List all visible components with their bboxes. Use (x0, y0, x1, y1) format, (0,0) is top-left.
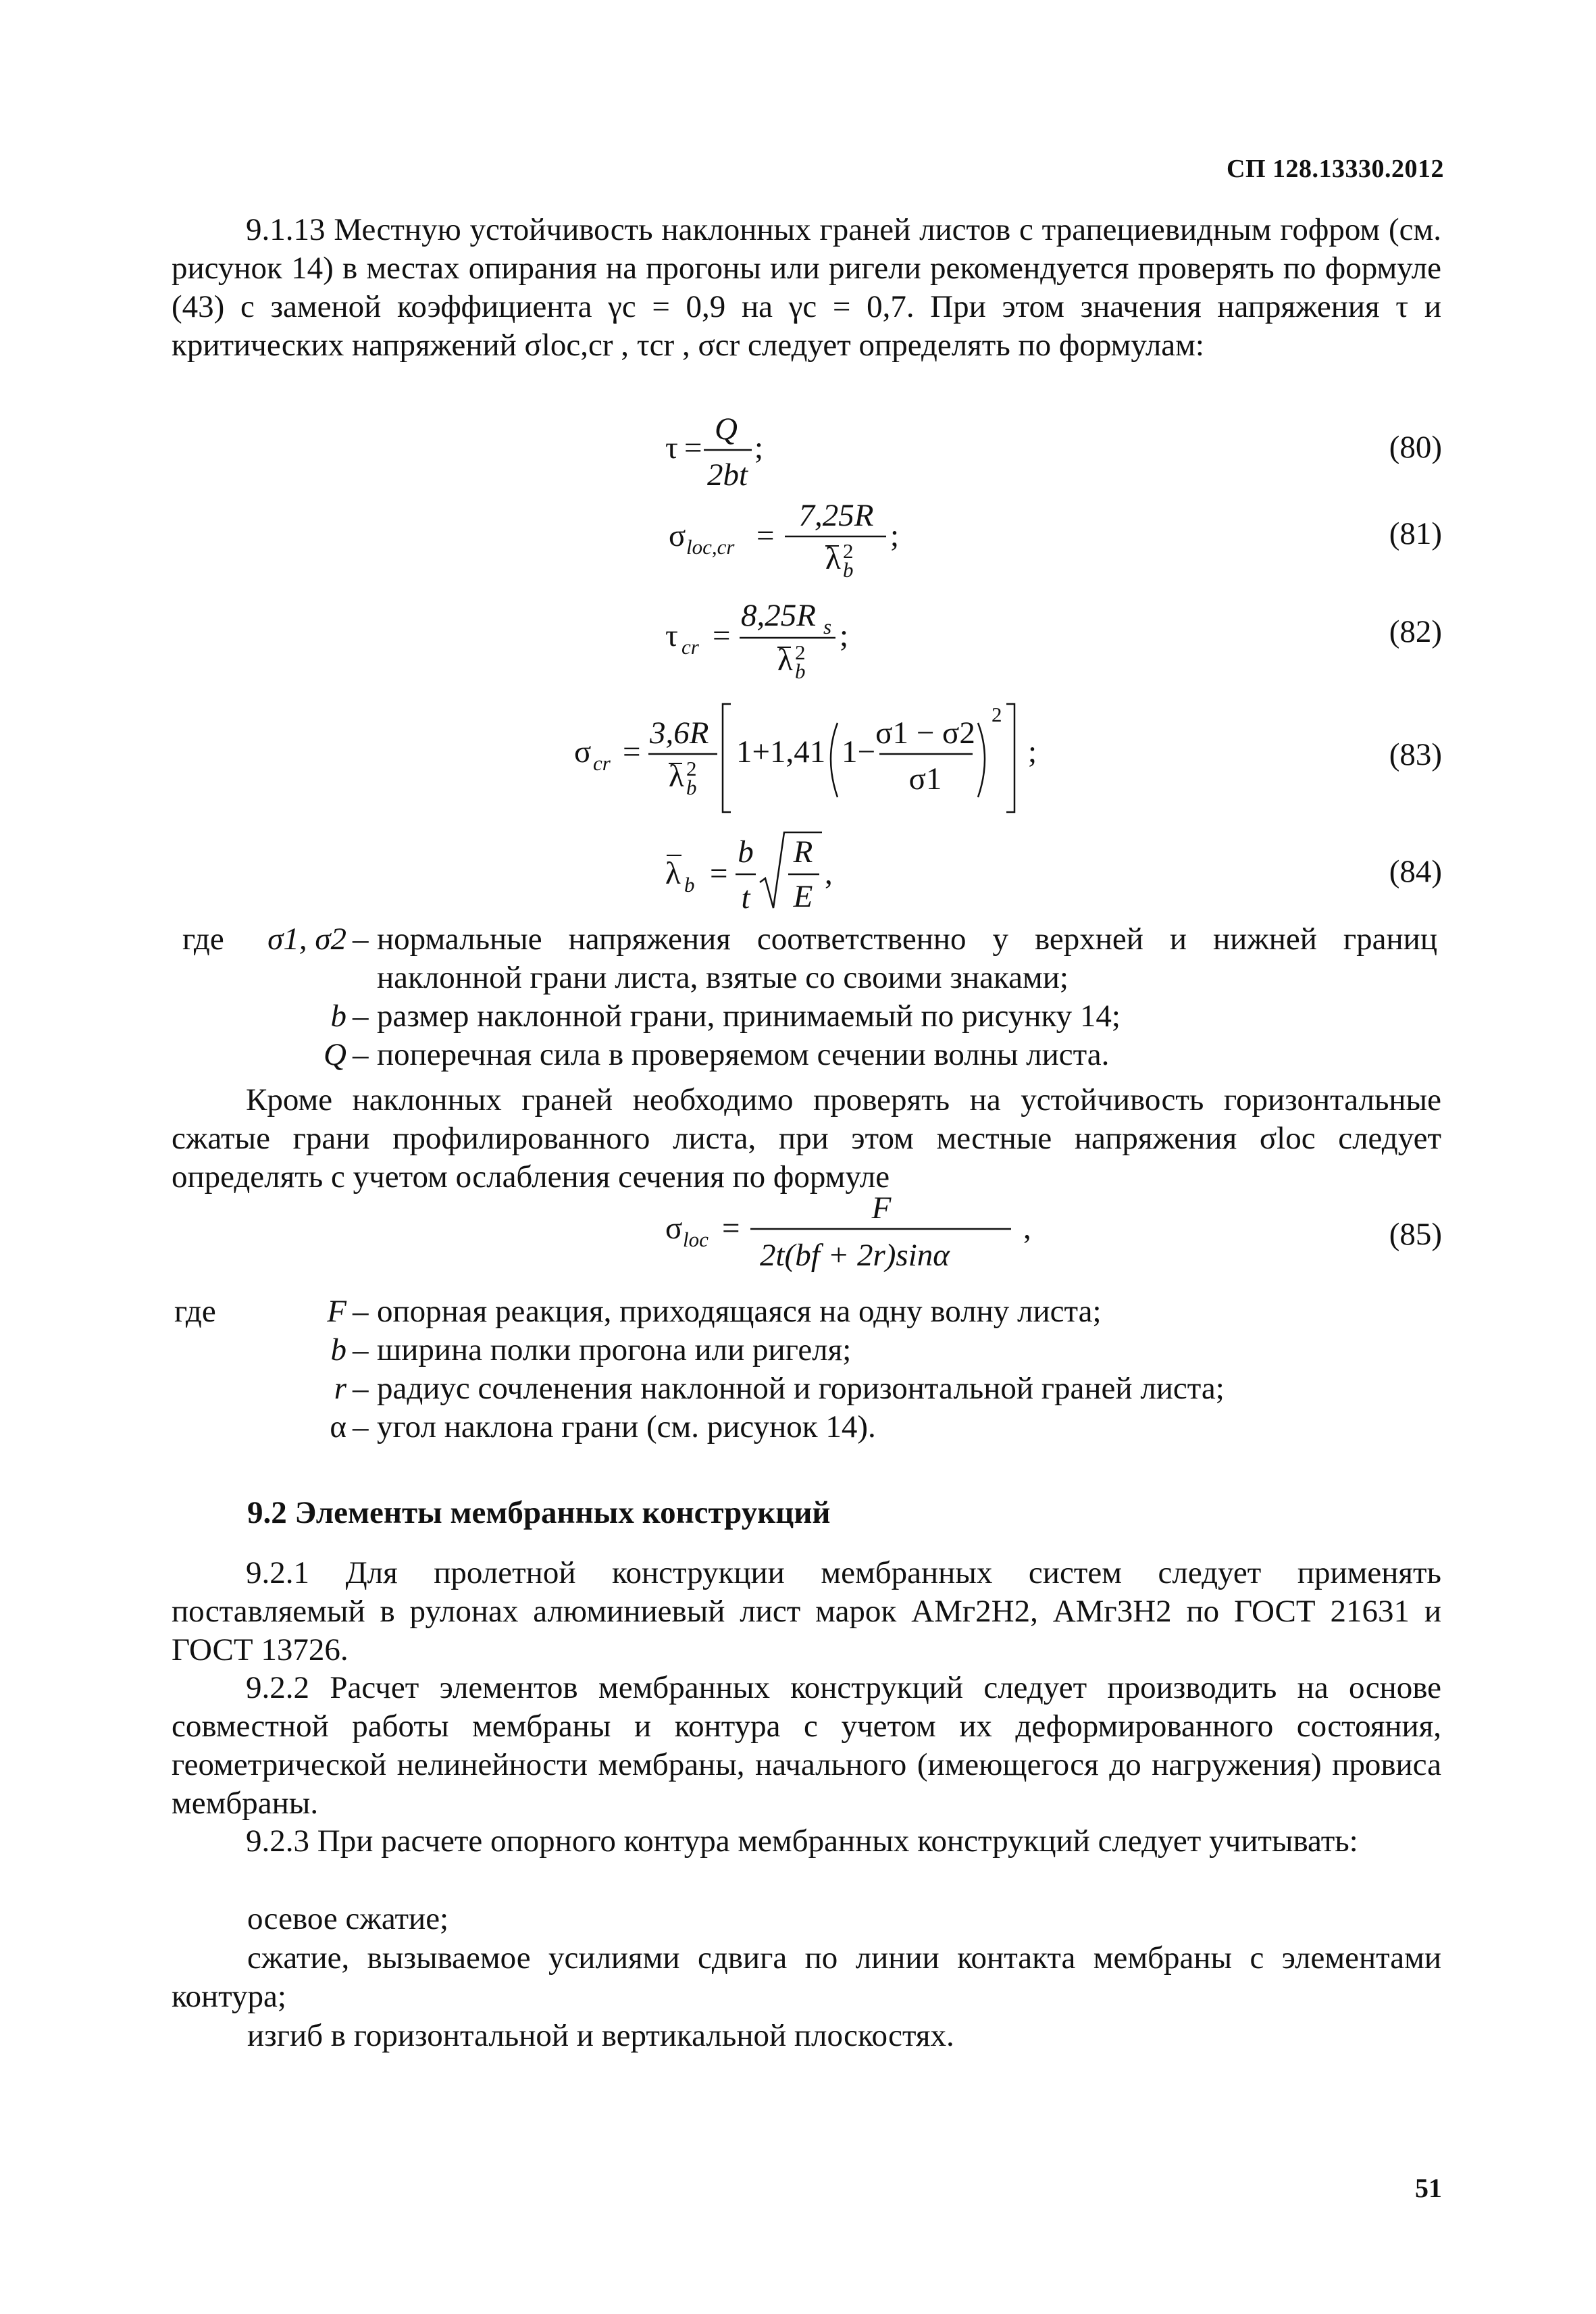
equation-number-84: (84) (1389, 854, 1442, 889)
eq83-left-bracket (723, 704, 731, 812)
eq82-den-sup: 2 (795, 640, 806, 664)
equation-number-80: (80) (1389, 430, 1442, 465)
equation-82 (665, 593, 935, 703)
eq82-num-sub: s (823, 615, 832, 638)
section-title-9-2: 9.2 Элементы мембранных конструкций (247, 1495, 831, 1530)
defs1-item-1-text-line1: нормальные напряжения соответственно у верхней и нижней границ (377, 922, 1437, 957)
paragraph-9-2-2: 9.2.2 Расчет элементов мембранных конструкций следует производить на основе совместной работы мембраны и контура с учетом их деформированного состояния, геометрической нелинейности мембраны, начального (имеющегося до нагружения) провиса мембраны. (172, 1670, 1441, 1821)
eq83-power: 2 (992, 703, 1002, 726)
eq83-equals: = (623, 734, 641, 770)
equation-number-81: (81) (1389, 516, 1442, 551)
eq81-lhs-sub: loc,cr (686, 535, 735, 559)
eq83-lhs: σ (574, 734, 592, 770)
eq82-den-sub: b (795, 659, 806, 683)
eq83-den-sup: 2 (686, 757, 697, 780)
eq82-end: ; (840, 618, 849, 653)
paragraph-9-1-13: 9.1.13 Местную устойчивость наклонных граней листов с трапециевидным гофром (см. рисунок 14) в местах опирания на прогоны или ригели рекомендуется проверять по формуле (43) с заменой коэффициента γc = 0,9 на γc = 0,7. При этом значения напряжения τ и критических напряжений σloc,cr , τcr , σcr следует определять по формулам: (172, 212, 1441, 363)
eq84-equals: = (710, 856, 728, 891)
defs2-item-3-text: радиус сочленения наклонной и горизонтальной граней листа; (377, 1371, 1225, 1406)
eq83-left-paren (831, 723, 838, 797)
list-item-3: изгиб в горизонтальной и вертикальной плоскостях. (247, 2018, 954, 2053)
eq84-root-numerator: R (793, 834, 813, 870)
eq83-den-lambda: λ (669, 759, 684, 794)
eq81-den-sub: b (843, 558, 854, 582)
eq81-den-lambda: λ (825, 541, 841, 576)
defs1-lead: где (182, 922, 224, 957)
eq82-lhs: τ (665, 618, 678, 653)
equation-85 (665, 1186, 1071, 1288)
paragraph-horizontal-faces: Кроме наклонных граней необходимо проверять на устойчивость горизонтальные сжатые грани профилированного листа, при этом местные напряжения σloc следует определять с учетом ослабления сечения по формуле (172, 1082, 1441, 1194)
equation-83 (574, 689, 1114, 832)
paragraph-9-2-3: 9.2.3 При расчете опорного контура мембранных конструкций следует учитывать: (246, 1823, 1358, 1859)
eq85-lhs-sub: loc (683, 1228, 709, 1251)
eq80-equals: = (684, 430, 702, 466)
equation-82-svg (665, 593, 935, 695)
defs1-item-3-symbol: Q (324, 1037, 346, 1072)
eq80-lhs: τ (665, 430, 678, 466)
eq82-lhs-sub: cr (681, 635, 699, 659)
eq84-lhs-sub: b (684, 873, 695, 897)
eq80-numerator: Q (715, 411, 738, 447)
eq83-right-paren (978, 723, 985, 797)
page-number: 51 (1415, 2173, 1442, 2203)
eq83-end: ; (1028, 734, 1037, 770)
defs1-item-3-text: поперечная сила в проверяемом сечении волны листа. (377, 1037, 1110, 1072)
document-code: СП 128.13330.2012 (1227, 155, 1444, 183)
defs1-item-1-dash: – (353, 922, 369, 957)
equation-number-85: (85) (1389, 1217, 1442, 1252)
equation-number-83: (83) (1389, 737, 1442, 772)
eq81-end: ; (890, 518, 900, 553)
defs2-lead: где (174, 1294, 216, 1329)
eq81-lhs: σ (669, 518, 686, 553)
eq80-denominator: 2bt (706, 457, 748, 493)
eq84-denominator: t (741, 880, 750, 915)
defs1-item-2-symbol: b (330, 999, 346, 1034)
defs2-item-3-dash: – (353, 1371, 369, 1406)
eq85-equals: = (722, 1211, 740, 1246)
eq83-inner-denominator: σ1 (908, 761, 942, 797)
eq81-numerator: 7,25R (798, 498, 874, 533)
defs2-item-4-text: угол наклона грани (см. рисунок 14). (377, 1409, 876, 1444)
equation-84 (665, 818, 935, 927)
equation-84-svg (665, 818, 935, 919)
eq80-end: ; (754, 430, 764, 466)
eq83-inner-numerator: σ1 − σ2 (875, 715, 975, 751)
eq83-right-bracket (1006, 704, 1014, 812)
defs1-item-1-symbol: σ1, σ2 (267, 922, 346, 957)
defs2-item-3-symbol: r (334, 1371, 346, 1406)
defs2-item-1-dash: – (353, 1294, 369, 1329)
defs2-item-2-text: ширина полки прогона или ригеля; (377, 1332, 852, 1367)
eq82-equals: = (713, 618, 731, 653)
equation-80-svg (665, 405, 868, 500)
eq85-end: , (1023, 1211, 1031, 1246)
equation-81-svg (669, 493, 939, 588)
eq84-lhs: λ (665, 856, 681, 891)
eq83-inner-one: 1− (842, 734, 876, 770)
equation-81 (669, 493, 939, 596)
eq85-numerator: F (871, 1190, 892, 1226)
eq81-den-sup: 2 (843, 539, 854, 563)
defs1-item-3-dash: – (353, 1037, 369, 1072)
eq84-root-denominator: E (793, 879, 813, 914)
eq84-numerator: b (738, 834, 754, 870)
equation-85-svg (665, 1186, 1071, 1280)
eq83-den-sub: b (686, 776, 697, 799)
equation-83-svg (574, 689, 1114, 824)
list-item-2: сжатие, вызываемое усилиями сдвига по линии контакта мембраны с элементами контура; (172, 1940, 1441, 2014)
eq85-denominator: 2t(bf + 2r)sinα (760, 1238, 950, 1273)
eq82-numerator: 8,25R (741, 598, 816, 633)
defs1-item-2-dash: – (353, 999, 369, 1034)
equation-number-82: (82) (1389, 614, 1442, 649)
eq85-lhs: σ (665, 1211, 683, 1246)
defs2-item-4-symbol: α (330, 1409, 346, 1444)
eq83-numerator: 3,6R (650, 715, 709, 751)
eq83-lhs-sub: cr (593, 751, 611, 775)
eq82-den-lambda: λ (777, 643, 793, 678)
defs2-item-1-text: опорная реакция, приходящаяся на одну волну листа; (377, 1294, 1102, 1329)
defs2-item-2-dash: – (353, 1332, 369, 1367)
eq83-bracket-text: 1+1,41 (736, 734, 826, 770)
defs2-item-4-dash: – (353, 1409, 369, 1444)
defs2-item-2-symbol: b (330, 1332, 346, 1367)
paragraph-9-2-1: 9.2.1 Для пролетной конструкции мембранных систем следует применять поставляемый в рулонах алюминиевый лист марок АМг2Н2, АМг3Н2 по ГОСТ 21631 и ГОСТ 13726. (172, 1555, 1441, 1667)
eq81-equals: = (756, 518, 775, 553)
defs1-item-1-text-line2: наклонной грани листа, взятые со своими знаками; (377, 960, 1069, 995)
defs2-item-1-symbol: F (327, 1294, 346, 1329)
list-item-1: осевое сжатие; (247, 1901, 449, 1936)
eq84-end: , (825, 856, 833, 891)
defs1-item-2-text: размер наклонной грани, принимаемый по рисунку 14; (377, 999, 1121, 1034)
